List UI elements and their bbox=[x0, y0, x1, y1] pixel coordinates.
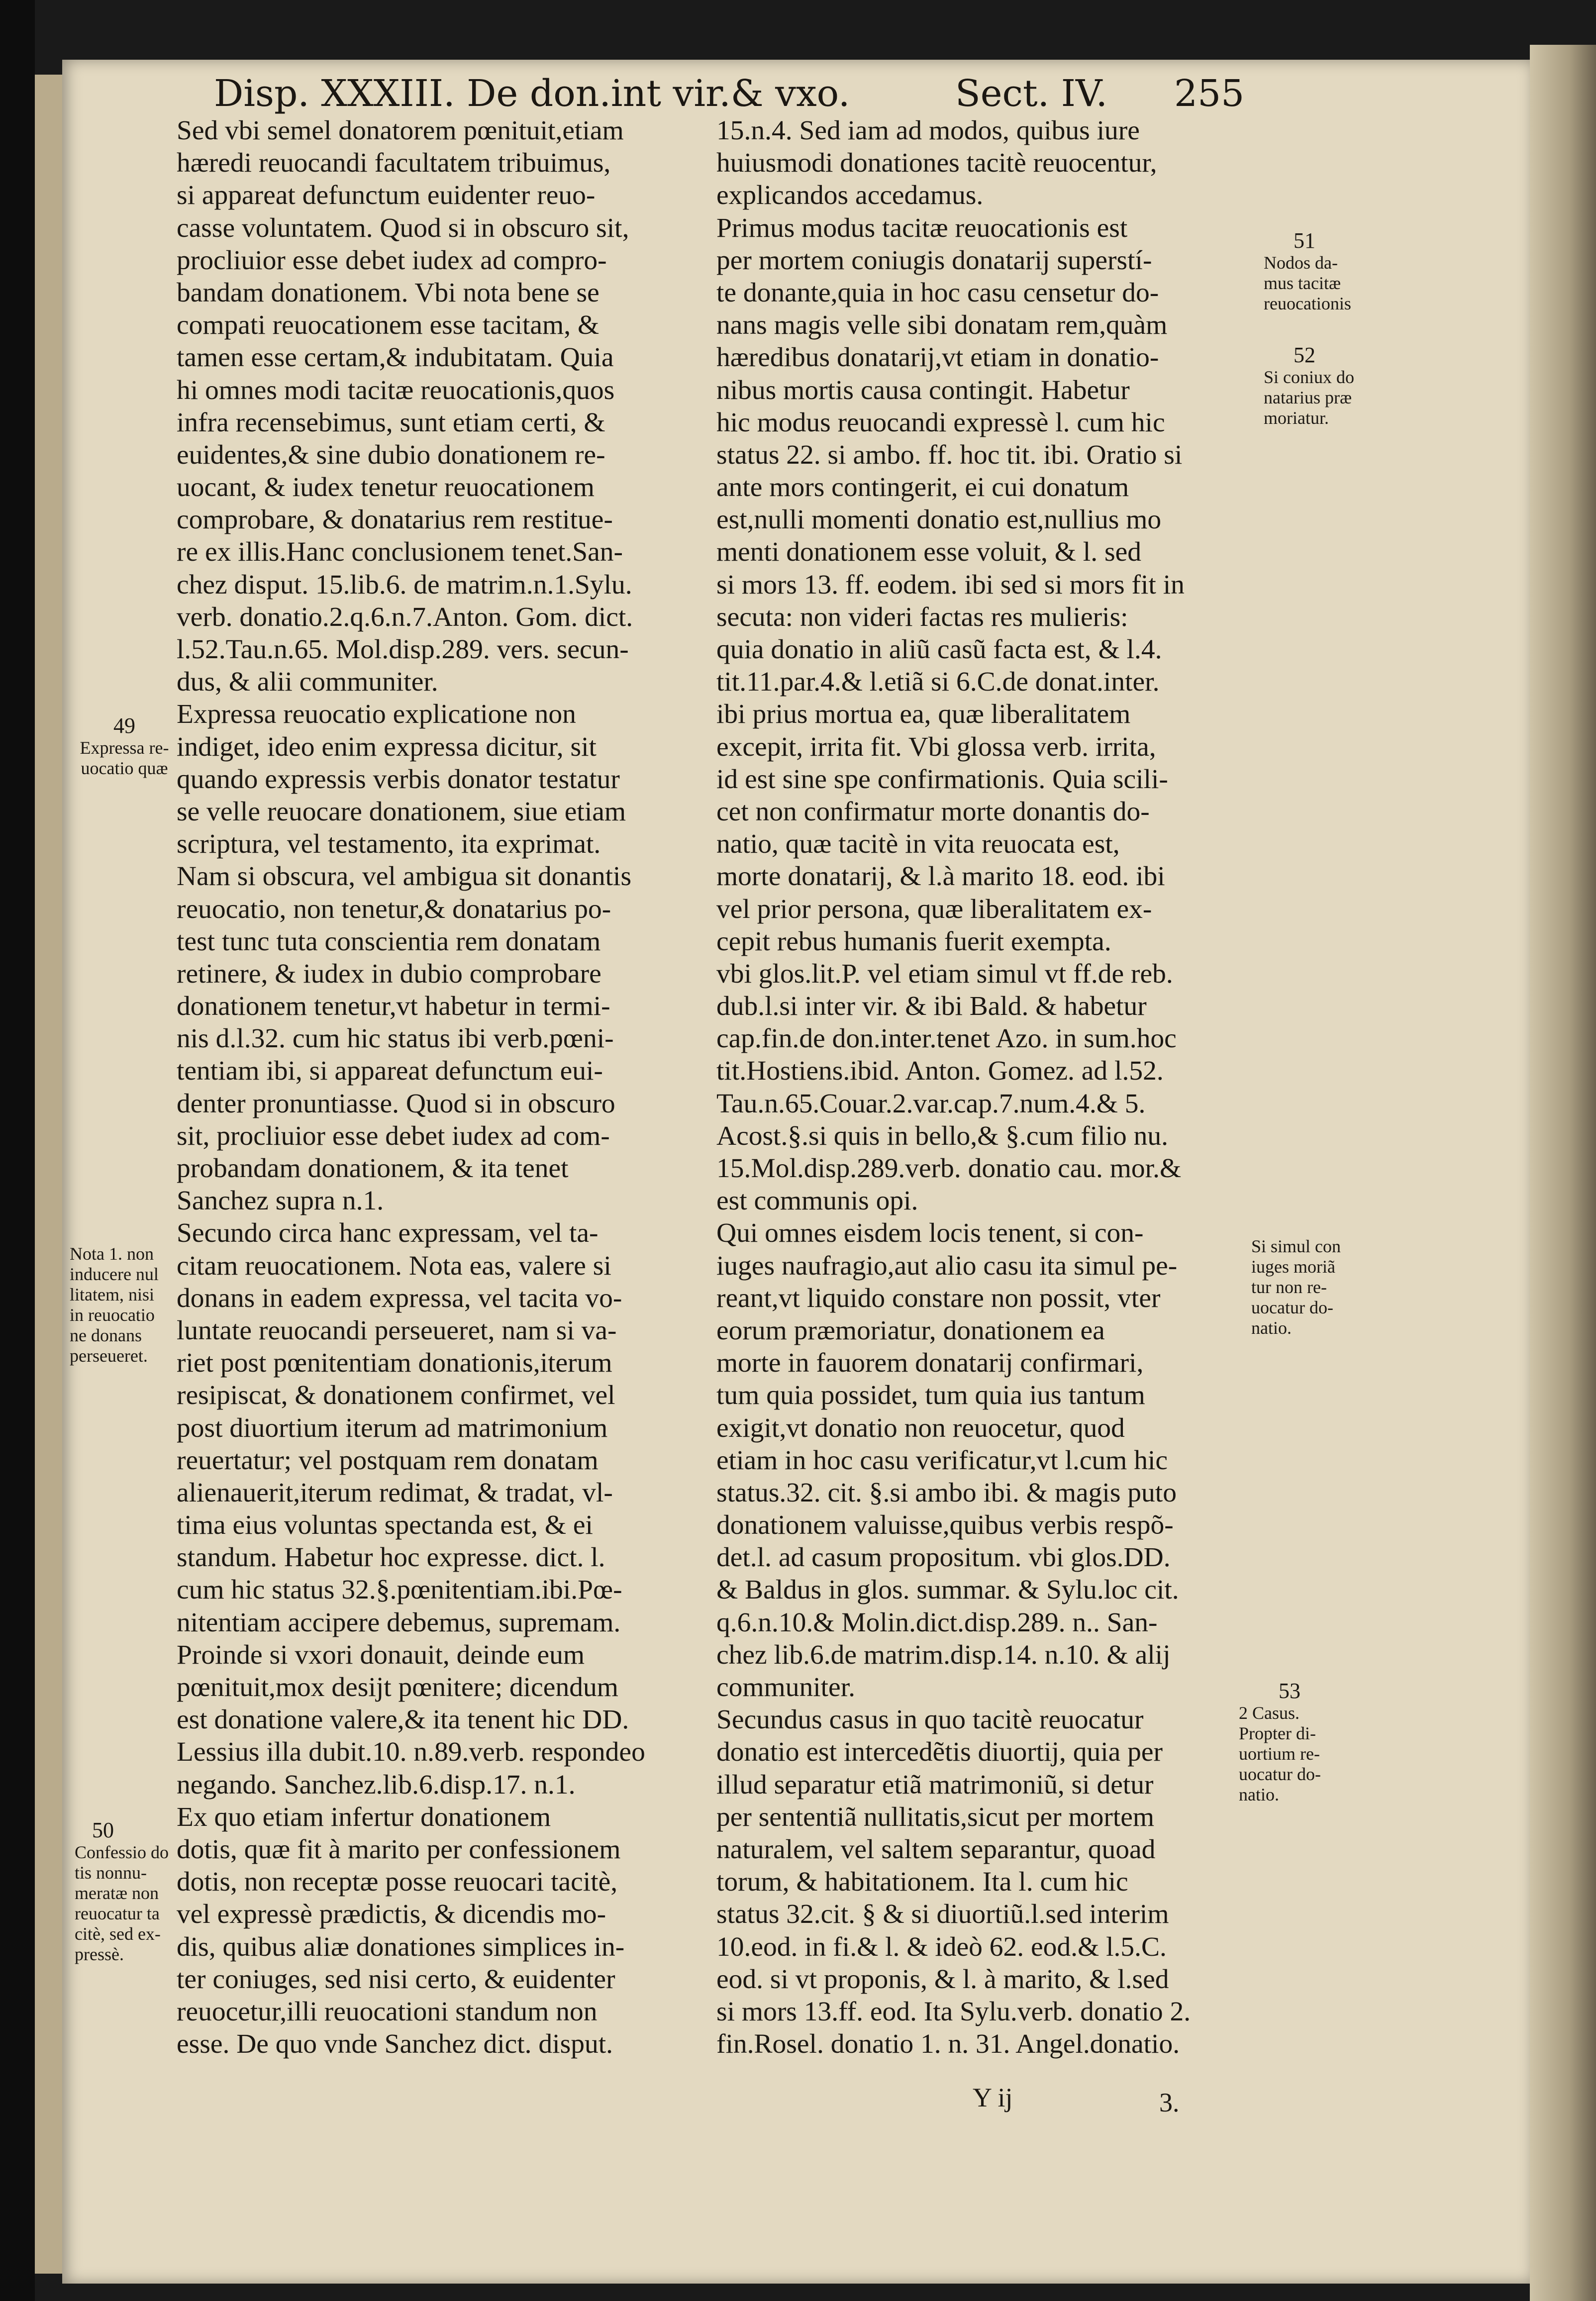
text-line: indiget, ideo enim expressa dicitur, sit bbox=[177, 731, 597, 762]
margin-note-number: 52 bbox=[1294, 343, 1315, 367]
text-line: bandam donationem. Vbi nota bene se bbox=[177, 277, 599, 308]
margin-note-number: 50 bbox=[92, 1818, 114, 1842]
text-line: donatio est intercedẽtis diuortij, quia per bbox=[716, 1737, 1163, 1768]
text-line: menti donationem esse voluit, & l. sed bbox=[716, 537, 1141, 568]
text-line: naturalem, vel saltem separantur, quoad bbox=[716, 1834, 1156, 1865]
margin-note-line: tis nonnu- bbox=[75, 1863, 147, 1883]
left-column bbox=[177, 114, 729, 2060]
margin-note-line: moriatur. bbox=[1264, 408, 1329, 428]
text-line: cap.fin.de don.inter.tenet Azo. in sum.hoc bbox=[716, 1023, 1177, 1054]
text-line: uocant, & iudex tenetur reuocationem bbox=[177, 472, 595, 503]
text-line: infra recensebimus, sunt etiam certi, & bbox=[177, 407, 605, 438]
margin-note-53 bbox=[1239, 1679, 1388, 1805]
text-line: & Baldus in glos. summar. & Sylu.loc cit. bbox=[716, 1575, 1179, 1605]
text-line: chez lib.6.de matrim.disp.14. n.10. & alij bbox=[716, 1639, 1171, 1670]
text-line: id est sine spe confirmationis. Quia scili- bbox=[716, 764, 1168, 795]
text-line: 10.eod. in fi.& l. & ideò 62. eod.& l.5.C. bbox=[716, 1931, 1167, 1962]
margin-note-line: uocatio quæ bbox=[81, 758, 168, 778]
margin-note-51 bbox=[1264, 229, 1413, 314]
text-line: tum quia possidet, tum quia ius tantum bbox=[716, 1380, 1145, 1411]
text-line: eorum præmoriatur, donationem ea bbox=[716, 1315, 1105, 1346]
text-line: morte in fauorem donatarij confirmari, bbox=[716, 1348, 1144, 1379]
text-line: dub.l.si inter vir. & ibi Bald. & habetur bbox=[716, 991, 1147, 1022]
text-line: resipiscat, & donationem confirmet, vel bbox=[177, 1380, 615, 1411]
text-line: Proinde si vxori donauit, deinde eum bbox=[177, 1639, 585, 1670]
text-line: donationem valuisse,quibus verbis respõ- bbox=[716, 1510, 1174, 1541]
text-line: morte donatarij, & l.à marito 18. eod. ibi bbox=[716, 861, 1165, 892]
text-line: tit.11.par.4.& l.etiã si 6.C.de donat.inter. bbox=[716, 667, 1160, 698]
text-line: negando. Sanchez.lib.6.disp.17. n.1. bbox=[177, 1769, 576, 1800]
text-line: est,nulli momenti donatio est,nullius mo bbox=[716, 504, 1162, 535]
previous-page-edge bbox=[35, 75, 62, 2274]
margin-note-line: ne donans bbox=[70, 1325, 142, 1345]
text-line: verb. donatio.2.q.6.n.7.Anton. Gom. dict. bbox=[177, 601, 633, 632]
text-line: citam reuocationem. Nota eas, valere si bbox=[177, 1250, 611, 1281]
text-line: per sententiã nullitatis,sicut per mortem bbox=[716, 1801, 1155, 1832]
text-line: torum, & habitationem. Ita l. cum hic bbox=[716, 1867, 1128, 1898]
text-line: vbi glos.lit.P. vel etiam simul vt ff.de reb. bbox=[716, 958, 1173, 989]
text-line: hæredi reuocandi facultatem tribuimus, bbox=[177, 148, 611, 179]
text-line: status 22. si ambo. ff. hoc tit. ibi. Oratio si bbox=[716, 439, 1183, 470]
text-line: post diuortium iterum ad matrimonium bbox=[177, 1412, 608, 1443]
margin-note-number: 51 bbox=[1294, 228, 1315, 253]
text-line: chez disput. 15.lib.6. de matrim.n.1.Sylu. bbox=[177, 569, 632, 600]
text-line: scriptura, vel testamento, ita exprimat. bbox=[177, 829, 601, 860]
text-line: compati reuocationem esse tacitam, & bbox=[177, 310, 599, 341]
text-line: reuocatio, non tenetur,& donatarius po- bbox=[177, 894, 611, 924]
text-line: Qui omnes eisdem locis tenent, si con- bbox=[716, 1218, 1144, 1249]
text-line: tima eius voluntas spectanda est, & ei bbox=[177, 1510, 593, 1541]
text-line: riet post pœnitentiam donationis,iterum bbox=[177, 1348, 612, 1379]
page-stack-edge bbox=[1530, 45, 1596, 2301]
text-line: standum. Habetur hoc expresse. dict. l. bbox=[177, 1542, 605, 1573]
text-line: nibus mortis causa contingit. Habetur bbox=[716, 375, 1130, 405]
text-line: ante mors contingerit, ei cui donatum bbox=[716, 472, 1129, 503]
text-line: l.52.Tau.n.65. Mol.disp.289. vers. secun- bbox=[177, 634, 629, 665]
margin-note-line: perseueret. bbox=[70, 1346, 148, 1366]
text-line: si appareat defunctum euidenter reuo- bbox=[177, 180, 596, 211]
text-line: fin.Rosel. donatio 1. n. 31. Angel.donatio. bbox=[716, 2029, 1180, 2060]
text-line: Ex quo etiam infertur donationem bbox=[177, 1801, 551, 1832]
text-line: tamen esse certam,& indubitatam. Quia bbox=[177, 342, 614, 373]
margin-note-line: natio. bbox=[1251, 1318, 1292, 1338]
text-line: vel expressè prædictis, & dicendis mo- bbox=[177, 1899, 606, 1930]
text-line: pœnituit,mox desijt pœnitere; dicendum bbox=[177, 1672, 618, 1702]
text-line: sit, procliuior esse debet iudex ad com- bbox=[177, 1120, 610, 1151]
text-line: status.32. cit. §.si ambo ibi. & magis puto bbox=[716, 1477, 1177, 1508]
text-line: reuertatur; vel postquam rem donatam bbox=[177, 1445, 598, 1476]
text-line: si mors 13. ff. eodem. ibi sed si mors fit in bbox=[716, 569, 1185, 600]
text-line: natio, quæ tacitè in vita reuocata est, bbox=[716, 829, 1120, 860]
margin-note-line: natarius præ bbox=[1264, 388, 1352, 407]
margin-note-line: pressè. bbox=[75, 1944, 124, 1964]
text-line: etiam in hoc casu verificatur,vt l.cum hic bbox=[716, 1445, 1168, 1476]
text-line: Tau.n.65.Couar.2.var.cap.7.num.4.& 5. bbox=[716, 1088, 1146, 1119]
text-line: cepit rebus humanis fuerit exempta. bbox=[716, 926, 1111, 957]
text-line: nis d.l.32. cum hic status ibi verb.pœni- bbox=[177, 1023, 614, 1054]
text-line: casse voluntatem. Quod si in obscuro sit, bbox=[177, 212, 629, 243]
text-line: dus, & alii communiter. bbox=[177, 667, 438, 698]
margin-note-line: Si simul con bbox=[1251, 1236, 1341, 1256]
text-line: hi omnes modi tacitæ reuocationis,quos bbox=[177, 375, 615, 405]
text-line: probandam donationem, & ita tenet bbox=[177, 1153, 569, 1184]
text-line: luntate reuocandi perseueret, nam si va- bbox=[177, 1315, 617, 1346]
text-line: comprobare, & donatarius rem restitue- bbox=[177, 504, 613, 535]
text-line: exigit,vt donatio non reuocetur, quod bbox=[716, 1412, 1125, 1443]
margin-note-number: 53 bbox=[1279, 1679, 1300, 1703]
text-line: si mors 13.ff. eod. Ita Sylu.verb. donatio 2. bbox=[716, 1996, 1191, 2027]
margin-note-line: reuocatur ta bbox=[75, 1903, 160, 1923]
text-line: dis, quibus aliæ donationes simplices in- bbox=[177, 1931, 625, 1962]
text-line: huiusmodi donationes tacitè reuocentur, bbox=[716, 148, 1157, 179]
margin-note-line: uocatur do- bbox=[1239, 1764, 1321, 1784]
margin-note-line: uortium re- bbox=[1239, 1744, 1320, 1764]
text-line: Expressa reuocatio explicatione non bbox=[177, 699, 576, 730]
text-line: secuta: non videri factas res mulieris: bbox=[716, 601, 1128, 632]
text-line: dotis, quæ fit à marito per confessionem bbox=[177, 1834, 621, 1865]
text-line: dotis, non receptæ posse reuocari tacitè, bbox=[177, 1867, 618, 1898]
running-header bbox=[214, 72, 1269, 119]
text-line: quia donatio in aliũ casũ facta est, & l.4. bbox=[716, 634, 1162, 665]
margin-note-number: 49 bbox=[113, 713, 135, 738]
text-line: denter pronuntiasse. Quod si in obscuro bbox=[177, 1088, 615, 1119]
text-line: cet non confirmatur morte donantis do- bbox=[716, 796, 1150, 827]
margin-note-nota-1 bbox=[70, 1244, 174, 1366]
text-line: per mortem coniugis donatarij superstí- bbox=[716, 245, 1152, 276]
text-line: explicandos accedamus. bbox=[716, 180, 984, 211]
margin-note-line: iuges moriã bbox=[1251, 1257, 1335, 1277]
margin-note-line: inducere nul bbox=[70, 1264, 159, 1284]
margin-note-line: Nota 1. non bbox=[70, 1244, 154, 1264]
text-line: reuocetur,illi reuocationi standum non bbox=[177, 1996, 598, 2027]
margin-note-line: 2 Casus. bbox=[1239, 1703, 1300, 1723]
text-line: est communis opi. bbox=[716, 1186, 918, 1216]
margin-note-line: uocatur do- bbox=[1251, 1298, 1333, 1317]
header-title: Disp. XXXIII. De don.int vir.& vxo. bbox=[214, 72, 850, 115]
text-line: status 32.cit. § & si diuortiũ.l.sed interim bbox=[716, 1899, 1169, 1930]
text-line: Primus modus tacitæ reuocationis est bbox=[716, 212, 1128, 243]
text-line: alienauerit,iterum redimat, & tradat, vl- bbox=[177, 1477, 613, 1508]
text-line: hæredibus donatarij,vt etiam in donatio- bbox=[716, 342, 1159, 373]
margin-note-line: Propter di- bbox=[1239, 1723, 1316, 1743]
margin-note-line: in reuocatio bbox=[70, 1305, 155, 1325]
margin-note-line: litatem, nisi bbox=[70, 1285, 154, 1304]
margin-note-line: meratæ non bbox=[75, 1883, 159, 1903]
text-line: reant,vt liquido constare non possit, vter bbox=[716, 1283, 1161, 1313]
margin-note-line: Confessio do bbox=[75, 1842, 169, 1862]
text-line: Secundus casus in quo tacitè reuocatur bbox=[716, 1704, 1144, 1735]
catchword: 3. bbox=[1159, 2088, 1180, 2117]
text-line: donationem tenetur,vt habetur in termi- bbox=[177, 991, 610, 1022]
text-line: Lessius illa dubit.10. n.89.verb. respondeo bbox=[177, 1737, 645, 1768]
text-line: Nam si obscura, vel ambigua sit donantis bbox=[177, 861, 632, 892]
text-line: re ex illis.Hanc conclusionem tenet.San- bbox=[177, 537, 623, 568]
text-line: Sanchez supra n.1. bbox=[177, 1186, 384, 1216]
text-line: iuges naufragio,aut alio casu ita simul pe- bbox=[716, 1250, 1178, 1281]
margin-note-line: citè, sed ex- bbox=[75, 1924, 161, 1944]
text-line: ter coniuges, sed nisi certo, & euidenter bbox=[177, 1964, 615, 1995]
margin-note-line: reuocationis bbox=[1264, 294, 1351, 313]
text-line: est donatione valere,& ita tenent hic DD. bbox=[177, 1704, 629, 1735]
text-line: q.6.n.10.& Molin.dict.disp.289. n.. San- bbox=[716, 1607, 1158, 1638]
text-line: Acost.§.si quis in bello,& §.cum filio nu. bbox=[716, 1120, 1168, 1151]
text-line: procliuior esse debet iudex ad compro- bbox=[177, 245, 607, 276]
page-number: 255 bbox=[1174, 72, 1245, 115]
header-section: Sect. IV. bbox=[955, 72, 1107, 115]
text-line: 15.n.4. Sed iam ad modos, quibus iure bbox=[716, 115, 1140, 146]
text-line: tentiam ibi, si appareat defunctum eui- bbox=[177, 1056, 603, 1087]
text-line: te donante,quia in hoc casu censetur do- bbox=[716, 277, 1159, 308]
text-line: test tunc tuta conscientia rem donatam bbox=[177, 926, 601, 957]
text-line: hic modus reuocandi expressè l. cum hic bbox=[716, 407, 1165, 438]
margin-note-line: mus tacitæ bbox=[1264, 273, 1341, 293]
binding-shadow bbox=[0, 0, 35, 2301]
text-line: euidentes,& sine dubio donationem re- bbox=[177, 439, 605, 470]
text-line: Sed vbi semel donatorem pœnituit,etiam bbox=[177, 115, 624, 146]
text-line: excepit, irrita fit. Vbi glossa verb. irrita, bbox=[716, 731, 1156, 762]
text-line: illud separatur etiã matrimoniũ, si detur bbox=[716, 1769, 1154, 1800]
text-line: eod. si vt proponis, & l. à marito, & l.sed bbox=[716, 1964, 1169, 1995]
margin-note-line: natio. bbox=[1239, 1785, 1279, 1804]
margin-note-52 bbox=[1264, 343, 1413, 428]
text-line: esse. De quo vnde Sanchez dict. disput. bbox=[177, 2029, 613, 2060]
margin-note-line: Expressa re- bbox=[80, 738, 169, 758]
text-line: Secundo circa hanc expressam, vel ta- bbox=[177, 1218, 598, 1249]
text-line: donans in eadem expressa, vel tacita vo- bbox=[177, 1283, 622, 1313]
text-line: nitentiam accipere debemus, supremam. bbox=[177, 1607, 621, 1638]
text-line: retinere, & iudex in dubio comprobare bbox=[177, 958, 601, 989]
signature-mark: Y ij bbox=[973, 2083, 1013, 2112]
margin-note-49 bbox=[75, 714, 174, 779]
margin-note-simul bbox=[1251, 1236, 1400, 1338]
text-line: nans magis velle sibi donatam rem,quàm bbox=[716, 310, 1168, 341]
text-line: se velle reuocare donationem, siue etiam bbox=[177, 796, 626, 827]
right-column bbox=[716, 114, 1271, 2060]
text-line: tit.Hostiens.ibid. Anton. Gomez. ad l.52. bbox=[716, 1056, 1164, 1087]
margin-note-line: Nodos da- bbox=[1264, 253, 1338, 273]
text-line: quando expressis verbis donator testatur bbox=[177, 764, 620, 795]
text-line: ibi prius mortua ea, quæ liberalitatem bbox=[716, 699, 1131, 730]
text-line: 15.Mol.disp.289.verb. donatio cau. mor.& bbox=[716, 1153, 1182, 1184]
text-line: cum hic status 32.§.pœnitentiam.ibi.Pœ- bbox=[177, 1575, 622, 1605]
margin-note-line: tur non re- bbox=[1251, 1277, 1327, 1297]
margin-note-50 bbox=[75, 1818, 179, 1965]
text-line: communiter. bbox=[716, 1672, 855, 1702]
text-line: vel prior persona, quæ liberalitatem ex- bbox=[716, 894, 1152, 924]
margin-note-line: Si coniux do bbox=[1264, 367, 1355, 387]
text-line: det.l. ad casum propositum. vbi glos.DD. bbox=[716, 1542, 1171, 1573]
